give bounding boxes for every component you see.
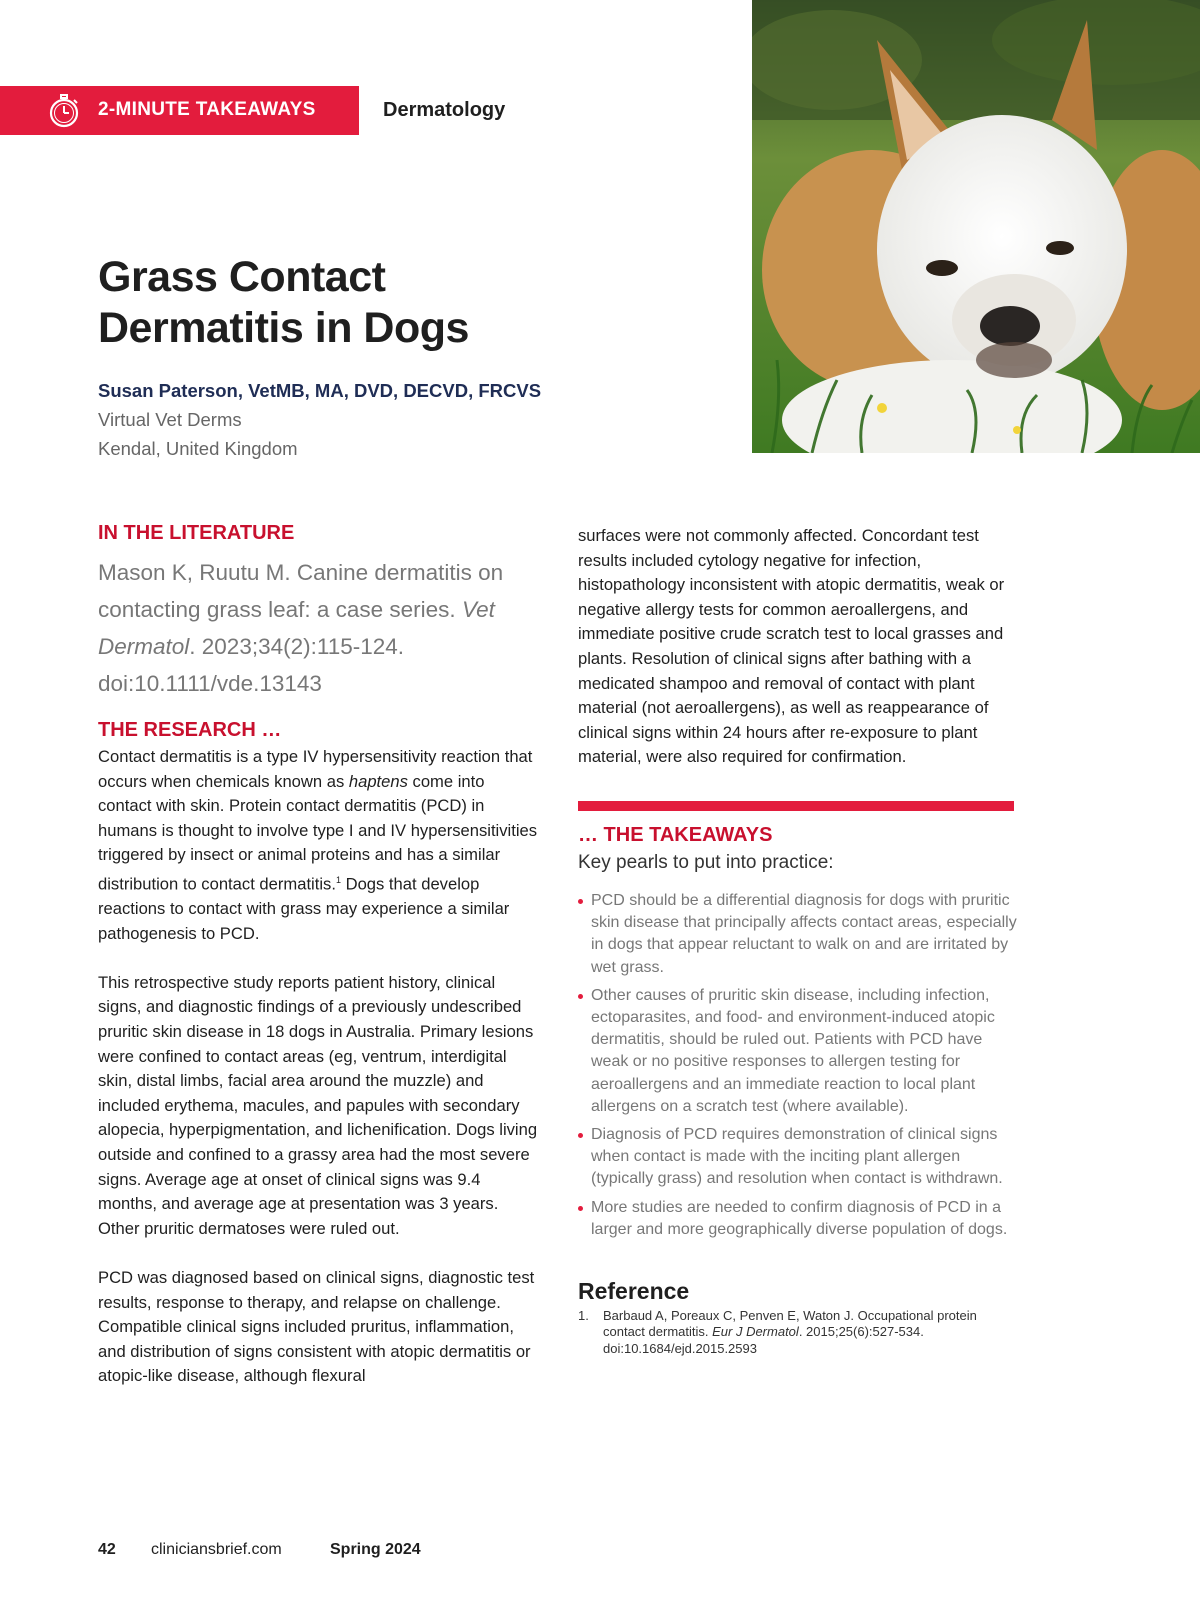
- research-paragraph-3: PCD was diagnosed based on clinical signs, diagnostic test results, response to therapy, and relapse on challenge. Compatible clinical signs included pruritus, inflammation, and distribution of signs consistent with atopic dermatitis or atopic-like disease, although flexural: [98, 1268, 535, 1386]
- research-body: [98, 745, 538, 1389]
- citation-authors-title: Mason K, Ruutu M. Canine dermatitis on contacting grass leaf: a case series.: [98, 560, 504, 622]
- reference-list: [578, 1308, 1018, 1357]
- takeaways-subheading: Key pearls to put into practice:: [578, 852, 834, 873]
- banner-label: 2-MINUTE TAKEAWAYS: [98, 99, 316, 120]
- reference-number: 1.: [578, 1308, 589, 1323]
- dog-photo: [752, 0, 1200, 453]
- reference-item: 1. Barbaud A, Poreaux C, Penven E, Waton J. Occupational protein contact dermatitis. Eur J Dermatol. 2015;25(6):527-534. doi:10.1684/ejd.2015.2593: [578, 1308, 977, 1356]
- citation-journal: Vet Dermatol: [98, 597, 495, 659]
- research-paragraph-2: This retrospective study reports patient history, clinical signs, and diagnostic findings of a previously undescribed pruritic skin disease in 18 dogs in Australia. Primary lesions were confined to contact areas (eg, ventrum, interdigital skin, distal limbs, facial area around the muzzle) and included erythema, macules, and papules with secondary alopecia, hyperpigmentation, and lichenification. Dogs living outside and confined to a grassy area had the most severe signs. Average age at onset of clinical signs was 9.4 months, and average age at presentation was 3 years. Other pruritic dermatoses were ruled out.: [98, 972, 538, 1238]
- takeaway-item: More studies are needed to confirm diagnosis of PCD in a larger and more geographically diverse population of dogs.: [578, 1197, 1018, 1241]
- takeaways-heading: … THE TAKEAWAYS: [578, 824, 773, 846]
- footer-site: cliniciansbrief.com: [151, 1541, 282, 1558]
- takeaway-item: PCD should be a differential diagnosis for dogs with pruritic skin disease that principally affects contact areas, especially in dogs that appear reluctant to walk on and are irritated by wet grass.: [578, 890, 1018, 979]
- research-paragraph-3-cont: surfaces were not commonly affected. Concordant test results included cytology negative for infection, histopathology inconsistent with atopic dermatitis, weak or negative allergy tests for common aeroallergens, and immediate positive crude scratch test to local grasses and plants. Resolution of clinical signs after bathing with a medicated shampoo and removal of contact with plant material (not aeroallergens), as well as reappearance of clinical signs within 24 hours after re-exposure to plant material, were also required for confirmation.: [578, 526, 1005, 767]
- author-location: Kendal, United Kingdom: [98, 438, 298, 459]
- research-continued: [578, 524, 1018, 770]
- research-heading: THE RESEARCH …: [98, 719, 282, 741]
- section-category: Dermatology: [383, 99, 506, 121]
- author-affiliation: Virtual Vet Derms: [98, 409, 242, 430]
- citation-details: . 2023;34(2):115-124. doi:10.1111/vde.13143: [98, 634, 405, 696]
- haptens-term: haptens: [348, 771, 408, 791]
- title-line-2: Dermatitis in Dogs: [98, 304, 469, 352]
- takeaways-list: [578, 890, 1018, 1247]
- author-name: Susan Paterson, VetMB, MA, DVD, DECVD, FRCVS: [98, 380, 542, 401]
- footer-issue: Spring 2024: [330, 1541, 421, 1558]
- dog-in-grass-image: [752, 0, 1200, 453]
- takeaway-item: Diagnosis of PCD requires demonstration of clinical signs when contact is made with the inciting plant allergen (typically grass) and resolution when contact is withdrawn.: [578, 1124, 1018, 1191]
- literature-citation: [98, 554, 538, 702]
- takeaways-divider: [578, 801, 1014, 811]
- footnote-marker: 1: [335, 874, 341, 885]
- article-title: [98, 252, 658, 354]
- reference-journal: Eur J Dermatol: [712, 1324, 799, 1340]
- literature-heading: IN THE LITERATURE: [98, 522, 295, 544]
- page-number: 42: [98, 1541, 116, 1558]
- section-banner: [0, 86, 359, 135]
- research-paragraph-1: Contact dermatitis is a type IV hypersensitivity reaction that occurs when chemicals known as haptens come into contact with skin. Protein contact dermatitis (PCD) in humans is thought to involve type I and IV hypersensitivities triggered by insect or animal proteins and has a similar distribution to contact dermatitis.$^1$ Dogs that develop reactions to contact with grass may experience a similar pathogenesis to PCD.: [98, 747, 538, 943]
- takeaway-item: Other causes of pruritic skin disease, including infection, ectoparasites, and food- and environment-induced atopic dermatitis, should be ruled out. Patients with PCD have weak or no positive responses to allergen testing for aeroallergens and an immediate reaction to local plant allergens on a scratch test (where available).: [578, 985, 1018, 1118]
- title-line-1: Grass Contact: [98, 253, 386, 301]
- stopwatch-icon: [46, 93, 82, 129]
- reference-heading: Reference: [578, 1278, 690, 1304]
